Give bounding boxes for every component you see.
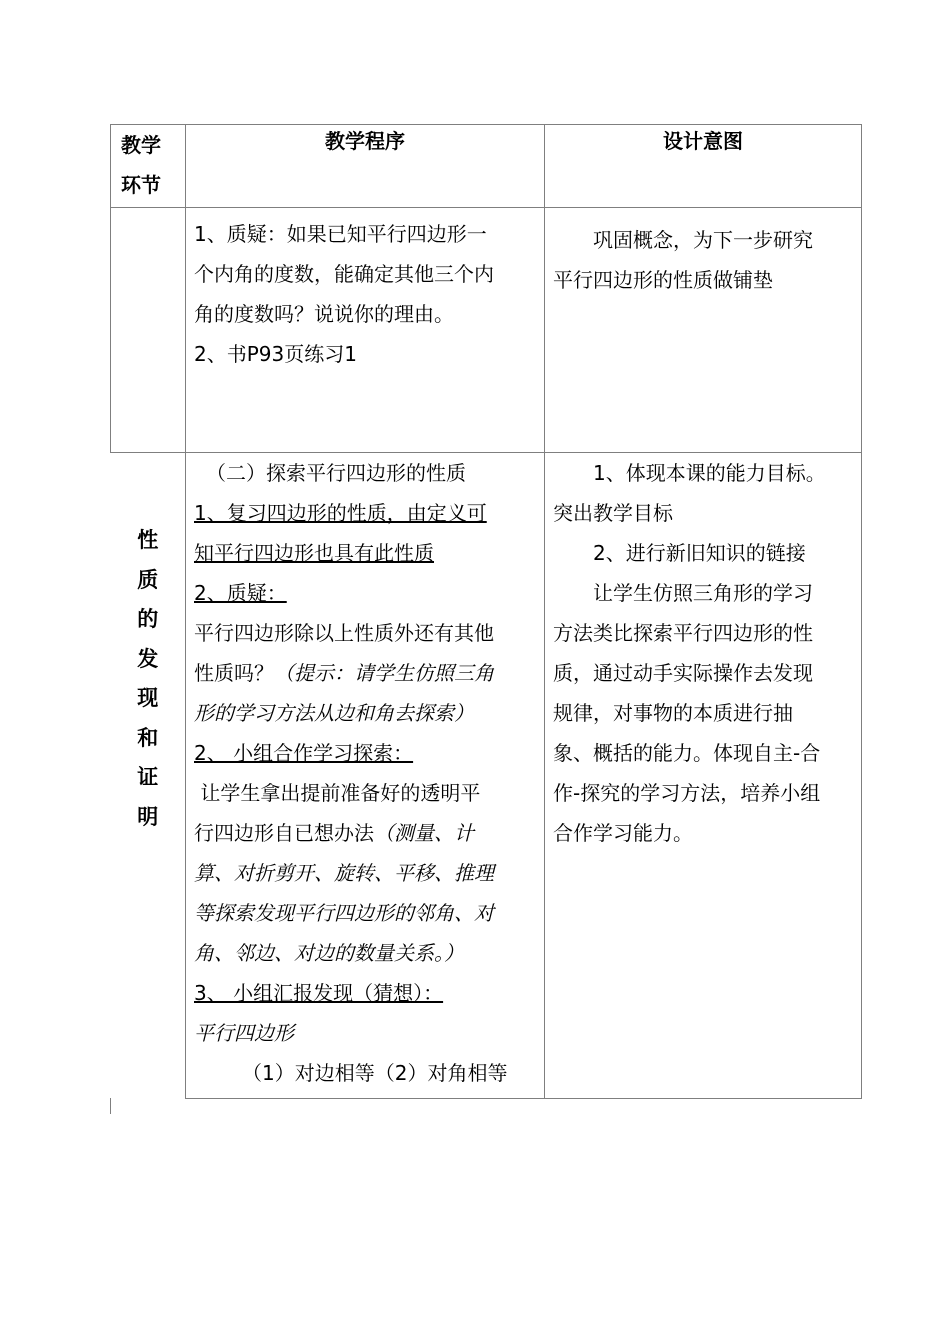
lesson-plan-table: [110, 124, 862, 1099]
intent-line: 象、概括的能力。体现自主-合: [553, 741, 821, 765]
stage-char: 质: [137, 567, 159, 592]
table-row: [111, 208, 862, 453]
program-line: 1、质疑：如果已知平行四边形一: [194, 222, 487, 246]
program-line: [194, 813, 538, 853]
intent-line: 巩固概念，为下一步研究: [593, 228, 813, 252]
program-line: 个内角的度数，能确定其他三个内: [194, 262, 494, 286]
intent-line: 平行四边形的性质做铺垫: [553, 268, 773, 292]
program-line: 3、 小组汇报发现（猜想）：: [194, 981, 444, 1005]
table-header-row: [111, 125, 862, 208]
program-line: 知平行四边形也具有此性质: [194, 541, 434, 565]
program-text: 行四边形自已想办法: [194, 821, 374, 845]
program-text: 性质吗？: [194, 661, 274, 685]
stage-char: 现: [137, 686, 159, 710]
hint-text: （提示：请学生仿照三角: [274, 661, 494, 685]
intent-line: 方法类比探索平行四边形的性: [553, 621, 813, 645]
intent-line: 让学生仿照三角形的学习: [593, 581, 813, 605]
program-line: 平行四边形: [194, 1021, 294, 1045]
hint-text: 角、邻边、对边的数量关系。）: [194, 941, 464, 965]
stage-char: 证: [137, 765, 159, 789]
program-cell: [186, 208, 545, 453]
stage-cell-empty: [111, 208, 186, 453]
hint-text: 形的学习方法从边和角去探索）: [194, 701, 474, 725]
intent-line: 1、体现本课的能力目标。: [593, 461, 826, 485]
intent-cell: [545, 208, 862, 453]
header-stage-cell: [111, 125, 186, 208]
header-stage-line: 教学: [121, 133, 161, 157]
header-program-cell: 教学程序: [186, 125, 545, 208]
intent-line: 2、进行新旧知识的链接: [593, 541, 806, 565]
intent-line: 作-探究的学习方法，培养小组: [553, 781, 821, 805]
header-stage-line: 环节: [121, 173, 161, 197]
header-intent-cell: 设计意图: [545, 125, 862, 208]
program-cell: [186, 453, 545, 1099]
intent-line: 突出教学目标: [553, 501, 673, 525]
program-line: 2、 小组合作学习探索：: [194, 741, 414, 765]
stage-char: 和: [137, 725, 159, 750]
table-row: [111, 453, 862, 1099]
program-line: （1）对边相等（2）对角相等: [242, 1061, 508, 1085]
table-border-continuation: [110, 1098, 111, 1114]
stage-cell: [111, 453, 186, 1099]
program-line: 1、复习四边形的性质，由定义可: [194, 501, 487, 525]
intent-cell: [545, 453, 862, 1099]
program-line: 角的度数吗？说说你的理由。: [194, 302, 454, 326]
intent-line: 规律，对事物的本质进行抽: [553, 701, 793, 725]
program-line: 让学生拿出提前准备好的透明平: [194, 781, 481, 805]
stage-char: 性: [137, 528, 159, 552]
stage-char: 发: [137, 646, 159, 671]
program-line: 2、书P93页练习1: [194, 342, 357, 366]
hint-text: 等探索发现平行四边形的邻角、对: [194, 901, 494, 925]
stage-char: 的: [137, 607, 159, 631]
program-line: 2、质疑：: [194, 581, 287, 605]
hint-text: （测量、计: [374, 821, 474, 845]
section-heading: （二）探索平行四边形的性质: [206, 461, 466, 485]
intent-line: 合作学习能力。: [553, 821, 693, 845]
hint-text: 算、对折剪开、旋转、平移、推理: [194, 861, 494, 885]
program-line: 平行四边形除以上性质外还有其他: [194, 621, 494, 645]
intent-line: 质，通过动手实际操作去发现: [553, 661, 813, 685]
stage-char: 明: [137, 804, 159, 829]
program-line: [194, 653, 538, 693]
